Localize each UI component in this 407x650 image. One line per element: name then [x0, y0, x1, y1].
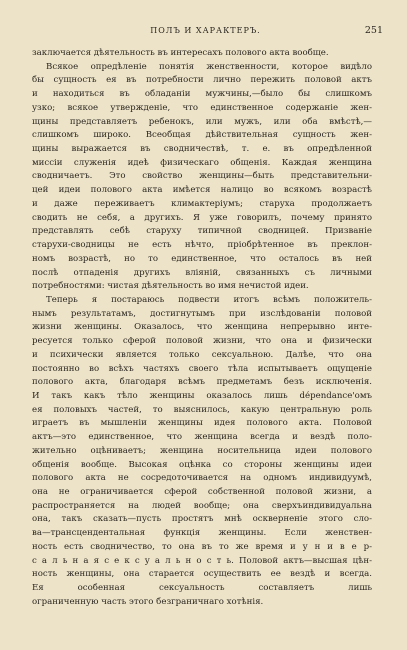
text-line: ея половыхъ частей, то выяснилось, какую центральную роль: [32, 404, 372, 415]
text-line: послѣ отпаденія другихъ вліяній, связанныхъ съ личными: [32, 267, 372, 278]
text-line: ность есть сводничество, то она въ то же время и у н и в е р-: [32, 541, 372, 552]
text-line: сводить не себя, а другихъ. Я уже говорилъ, почему принято: [32, 212, 372, 223]
text-line: бы сущность ея въ потребности лично пережить половой актъ: [32, 75, 372, 86]
text-line: и даже переживаетъ климактеріумъ; старуха продолжаетъ: [32, 198, 372, 209]
text-line: ресуется только сферой половой жизни, что она и физически: [32, 336, 372, 347]
body-text: [32, 47, 372, 609]
text-line: потребностями: чистая дѣятельность во имя нечистой идеи.: [32, 281, 309, 292]
page-number: 251: [364, 25, 383, 36]
text-line: цей идеи полового акта имѣется налицо во всякомъ возрастѣ: [32, 185, 372, 196]
text-line: нымъ результатамъ, достигнутымъ при изслѣдованіи половой: [32, 308, 372, 319]
text-line: полового акта не сосредоточивается на одномъ индивидуумѣ,: [32, 473, 372, 484]
text-line: с а л ь н а я с е к с у а л ь н о с т ь. Половой актъ—высшая цѣн-: [32, 555, 372, 566]
text-line: заключается дѣятельность въ интересахъ полового акта вообще.: [32, 48, 329, 58]
text-line: ва—трансцендентальная функція женщины. Если женствен-: [32, 528, 372, 539]
text-line: щины выражается въ сводничествѣ, т. е. въ опредѣленной: [32, 144, 372, 155]
text-line: жизни женщины. Оказалось, что женщина непрерывно инте-: [32, 322, 372, 333]
text-line: номъ возрастѣ, но то единственное, что осталось въ ней: [32, 253, 372, 264]
text-line: она не ограничивается сферой собственной половой жизни, а: [32, 487, 372, 497]
text-line: актъ—это единственное, что женщина всегда и вездѣ поло-: [32, 432, 372, 443]
text-line: И такъ какъ тѣло женщины оказалось лишь dépendance'омъ: [32, 390, 372, 401]
text-line: Теперь я постараюсь подвести итогъ всѣмъ положитель-: [46, 294, 372, 305]
text-line: жительно оцѣниваетъ; женщина носительница идеи полового: [32, 445, 372, 456]
text-line: представлять себѣ старуху типичной сводницей. Призваніе: [32, 226, 372, 237]
text-line: полового акта, благодаря всѣмъ предметамъ безъ исключенія.: [32, 377, 372, 388]
text-line: постоянно во всѣхъ частяхъ своего тѣла испытываетъ ощущеніе: [32, 363, 372, 374]
text-line: миссіи служенія идеѣ физическаго общенія. Каждая женщина: [32, 157, 372, 168]
text-line: ограниченную часть этого безграничнаго хотѣнія.: [32, 596, 264, 607]
text-line: Ея особенная сексуальность составляетъ лишь: [32, 583, 372, 594]
text-line: и находиться въ обладаніи мужчины,—было бы слишкомъ: [32, 89, 372, 100]
text-line: старухи-сводницы не есть нѣчто, пріобрѣтенное въ преклон-: [32, 240, 372, 251]
text-line: ность женщины, она старается осуществить ее вездѣ и всегда.: [32, 569, 372, 580]
text-line: и психически является только сексуальною. Далѣе, что она: [32, 349, 372, 360]
text-line: слишкомъ широко. Всеобщая дѣйствительная сущность жен-: [32, 130, 372, 141]
text-line: распространяется на людей вообще; она сверхъиндивидуальна: [32, 500, 372, 511]
text-line: щины представляетъ ребенокъ, или мужъ, или оба вмѣстѣ,—: [32, 116, 372, 127]
text-line: играетъ въ мышленіи женщины идея полового акта. Половой: [32, 418, 372, 429]
text-line: сводничаетъ. Это свойство женщины—быть представительни-: [32, 171, 372, 182]
page-header: [28, 26, 383, 40]
text-line: она, такъ сказать—пусть простятъ мнѣ оскверненіе этого сло-: [32, 514, 372, 525]
text-line: Всякое опредѣленіе понятія женственности, которое видѣло: [46, 61, 372, 72]
text-line: общенія вообще. Высокая оцѣнка со стороны женщины идеи: [32, 459, 372, 470]
text-line: узко; всякое утвержденіе, что единственное содержаніе жен-: [32, 102, 372, 113]
running-title: ПОЛЪ И ХАРАКТЕРЪ.: [150, 26, 261, 35]
